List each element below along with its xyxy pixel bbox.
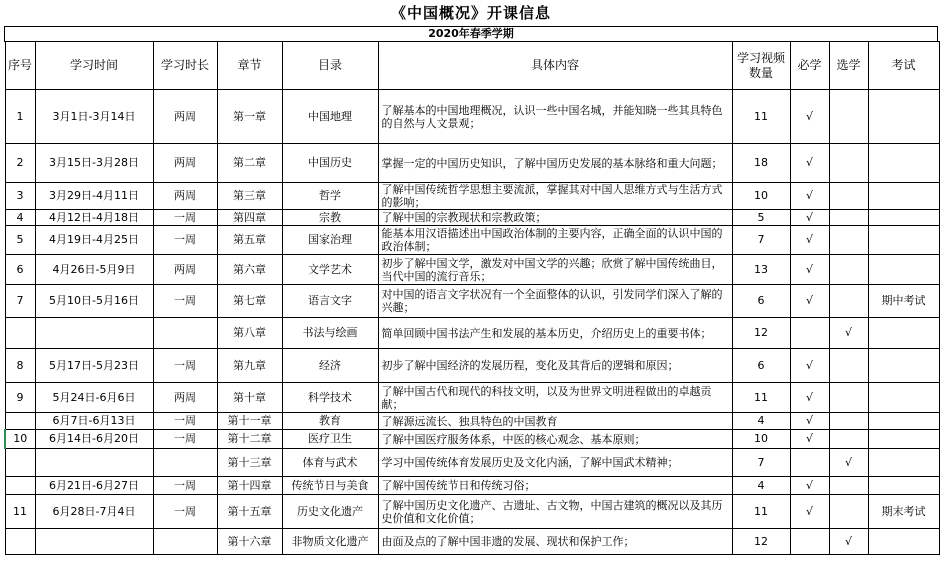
table-row <box>5 318 939 349</box>
video-count-cell[interactable]: 7 <box>732 226 790 255</box>
header-duration[interactable]: 学习时长 <box>153 42 217 90</box>
video-count-cell[interactable]: 4 <box>732 413 790 430</box>
topic-cell[interactable]: 传统节日与美食 <box>282 477 378 495</box>
chapter-cell[interactable]: 第十二章 <box>217 430 282 449</box>
content-cell[interactable]: 了解中国传统节日和传统习俗； <box>378 477 732 495</box>
header-time[interactable]: 学习时间 <box>35 42 153 90</box>
row-number-cell[interactable] <box>5 529 35 555</box>
exam-cell[interactable] <box>868 183 939 210</box>
video-count-cell[interactable]: 10 <box>732 430 790 449</box>
study-time-cell[interactable]: 5月17日-5月23日 <box>35 349 153 383</box>
exam-cell[interactable] <box>868 349 939 383</box>
duration-cell[interactable]: 一周 <box>153 349 217 383</box>
topic-cell[interactable]: 科学技术 <box>282 383 378 413</box>
row-number-cell[interactable]: 3 <box>5 183 35 210</box>
exam-cell[interactable] <box>868 430 939 449</box>
elective-cell[interactable] <box>829 430 868 449</box>
required-cell[interactable]: √ <box>790 144 829 183</box>
elective-cell[interactable] <box>829 383 868 413</box>
content-cell[interactable]: 了解中国古代和现代的科技文明，以及为世界文明进程做出的卓越贡献； <box>378 383 732 413</box>
required-cell[interactable]: √ <box>790 255 829 285</box>
elective-cell[interactable] <box>829 90 868 144</box>
study-time-cell[interactable]: 3月29日-4月11日 <box>35 183 153 210</box>
duration-cell[interactable] <box>153 318 217 349</box>
header-elective[interactable]: 选学 <box>829 42 868 90</box>
duration-cell[interactable]: 一周 <box>153 210 217 226</box>
video-count-cell[interactable]: 13 <box>732 255 790 285</box>
exam-cell[interactable] <box>868 255 939 285</box>
required-cell[interactable]: √ <box>790 349 829 383</box>
content-cell[interactable]: 由面及点的了解中国非遗的发展、现状和保护工作； <box>378 529 732 555</box>
row-number-cell[interactable]: 11 <box>5 495 35 529</box>
header-required[interactable]: 必学 <box>790 42 829 90</box>
table-row <box>5 383 939 413</box>
table-row <box>5 449 939 477</box>
content-cell[interactable]: 能基本用汉语描述出中国政治体制的主要内容，正确全面的认识中国的政治体制； <box>378 226 732 255</box>
table-row <box>5 183 939 210</box>
elective-cell[interactable]: √ <box>829 449 868 477</box>
table-row <box>5 495 939 529</box>
row-number-cell[interactable]: 4 <box>5 210 35 226</box>
video-count-cell[interactable]: 5 <box>732 210 790 226</box>
topic-cell[interactable]: 历史文化遗产 <box>282 495 378 529</box>
row-number-cell[interactable]: 6 <box>5 255 35 285</box>
content-cell[interactable]: 了解中国医疗服务体系，中医的核心观念、基本原则； <box>378 430 732 449</box>
elective-cell[interactable]: √ <box>829 318 868 349</box>
topic-cell[interactable]: 中国地理 <box>282 90 378 144</box>
table-row <box>5 210 939 226</box>
row-number-cell[interactable] <box>5 413 35 430</box>
duration-cell[interactable]: 一周 <box>153 285 217 318</box>
exam-cell[interactable]: 期末考试 <box>868 495 939 529</box>
duration-cell[interactable]: 两周 <box>153 255 217 285</box>
table-row <box>5 529 939 555</box>
exam-cell[interactable] <box>868 529 939 555</box>
content-cell[interactable]: 简单回顾中国书法产生和发展的基本历史，介绍历史上的重要书体； <box>378 318 732 349</box>
required-cell[interactable] <box>790 449 829 477</box>
exam-cell[interactable] <box>868 449 939 477</box>
table-row <box>5 226 939 255</box>
elective-cell[interactable] <box>829 144 868 183</box>
exam-cell[interactable] <box>868 226 939 255</box>
study-time-cell[interactable] <box>35 449 153 477</box>
study-time-cell[interactable]: 6月28日-7月4日 <box>35 495 153 529</box>
row-number-cell[interactable]: 8 <box>5 349 35 383</box>
row-number-cell[interactable]: 7 <box>5 285 35 318</box>
elective-cell[interactable] <box>829 226 868 255</box>
study-time-cell[interactable]: 3月15日-3月28日 <box>35 144 153 183</box>
exam-cell[interactable] <box>868 413 939 430</box>
row-number-cell[interactable]: 9 <box>5 383 35 413</box>
video-count-cell[interactable]: 11 <box>732 495 790 529</box>
exam-cell[interactable] <box>868 210 939 226</box>
topic-cell[interactable]: 书法与绘画 <box>282 318 378 349</box>
chapter-cell[interactable]: 第七章 <box>217 285 282 318</box>
table-row <box>5 349 939 383</box>
required-cell[interactable]: √ <box>790 183 829 210</box>
exam-cell[interactable] <box>868 477 939 495</box>
video-count-cell[interactable]: 12 <box>732 529 790 555</box>
chapter-cell[interactable]: 第一章 <box>217 90 282 144</box>
table-row <box>5 144 939 183</box>
chapter-cell[interactable]: 第十一章 <box>217 413 282 430</box>
topic-cell[interactable]: 文学艺术 <box>282 255 378 285</box>
elective-cell[interactable] <box>829 413 868 430</box>
topic-cell[interactable]: 哲学 <box>282 183 378 210</box>
content-cell[interactable]: 了解中国的宗教现状和宗教政策； <box>378 210 732 226</box>
study-time-cell[interactable]: 4月26日-5月9日 <box>35 255 153 285</box>
topic-cell[interactable]: 非物质文化遗产 <box>282 529 378 555</box>
required-cell[interactable]: √ <box>790 477 829 495</box>
row-number-cell[interactable]: 1 <box>5 90 35 144</box>
study-time-cell[interactable]: 5月24日-6月6日 <box>35 383 153 413</box>
chapter-cell[interactable]: 第九章 <box>217 349 282 383</box>
duration-cell[interactable]: 一周 <box>153 430 217 449</box>
chapter-cell[interactable]: 第五章 <box>217 226 282 255</box>
video-count-cell[interactable]: 6 <box>732 285 790 318</box>
video-count-cell[interactable]: 18 <box>732 144 790 183</box>
chapter-cell[interactable]: 第十五章 <box>217 495 282 529</box>
header-content[interactable]: 具体内容 <box>378 42 732 90</box>
chapter-cell[interactable]: 第六章 <box>217 255 282 285</box>
header-topic[interactable]: 目录 <box>282 42 378 90</box>
video-count-cell[interactable]: 10 <box>732 183 790 210</box>
elective-cell[interactable] <box>829 495 868 529</box>
duration-cell[interactable]: 两周 <box>153 183 217 210</box>
required-cell[interactable]: √ <box>790 210 829 226</box>
duration-cell[interactable] <box>153 529 217 555</box>
row-number-cell[interactable] <box>5 449 35 477</box>
header-chapter[interactable]: 章节 <box>217 42 282 90</box>
elective-cell[interactable] <box>829 285 868 318</box>
chapter-cell[interactable]: 第十三章 <box>217 449 282 477</box>
study-time-cell[interactable]: 6月21日-6月27日 <box>35 477 153 495</box>
required-cell[interactable] <box>790 318 829 349</box>
topic-cell[interactable]: 教育 <box>282 413 378 430</box>
content-cell[interactable]: 初步了解中国文学，激发对中国文学的兴趣；欣赏了解中国传统曲目，当代中国的流行音乐； <box>378 255 732 285</box>
header-no[interactable]: 序号 <box>5 42 35 90</box>
header-videos[interactable]: 学习视频数量 <box>732 42 790 90</box>
table-row <box>5 477 939 495</box>
duration-cell[interactable] <box>153 449 217 477</box>
topic-cell[interactable]: 中国历史 <box>282 144 378 183</box>
duration-cell[interactable]: 一周 <box>153 413 217 430</box>
content-cell[interactable]: 对中国的语言文字状况有一个全面整体的认识，引发同学们深入了解的兴趣； <box>378 285 732 318</box>
study-time-cell[interactable]: 6月14日-6月20日 <box>35 430 153 449</box>
elective-cell[interactable] <box>829 183 868 210</box>
elective-cell[interactable] <box>829 349 868 383</box>
table-row <box>5 285 939 318</box>
video-count-cell[interactable]: 11 <box>732 90 790 144</box>
row-number-cell[interactable]: 2 <box>5 144 35 183</box>
duration-cell[interactable]: 两周 <box>153 144 217 183</box>
elective-cell[interactable] <box>829 210 868 226</box>
topic-cell[interactable]: 宗教 <box>282 210 378 226</box>
chapter-cell[interactable]: 第十四章 <box>217 477 282 495</box>
required-cell[interactable]: √ <box>790 495 829 529</box>
content-cell[interactable]: 了解基本的中国地理概况，认识一些中国名城，并能知晓一些其具特色的自然与人文景观； <box>378 90 732 144</box>
video-count-cell[interactable]: 12 <box>732 318 790 349</box>
duration-cell[interactable]: 一周 <box>153 226 217 255</box>
row-number-cell[interactable]: 5 <box>5 226 35 255</box>
required-cell[interactable]: √ <box>790 90 829 144</box>
required-cell[interactable]: √ <box>790 430 829 449</box>
study-time-cell[interactable]: 6月7日-6月13日 <box>35 413 153 430</box>
content-cell[interactable]: 初步了解中国经济的发展历程，变化及其背后的逻辑和原因； <box>378 349 732 383</box>
elective-cell[interactable] <box>829 477 868 495</box>
chapter-cell[interactable]: 第四章 <box>217 210 282 226</box>
exam-cell[interactable]: 期中考试 <box>868 285 939 318</box>
exam-cell[interactable] <box>868 383 939 413</box>
study-time-cell[interactable]: 3月1日-3月14日 <box>35 90 153 144</box>
elective-cell[interactable]: √ <box>829 529 868 555</box>
required-cell[interactable]: √ <box>790 383 829 413</box>
topic-cell[interactable]: 医疗卫生 <box>282 430 378 449</box>
topic-cell[interactable]: 国家治理 <box>282 226 378 255</box>
table-row <box>5 430 939 449</box>
chapter-cell[interactable]: 第八章 <box>217 318 282 349</box>
study-time-cell[interactable]: 5月10日-5月16日 <box>35 285 153 318</box>
study-time-cell[interactable] <box>35 529 153 555</box>
chapter-cell[interactable]: 第三章 <box>217 183 282 210</box>
content-cell[interactable]: 掌握一定的中国历史知识，了解中国历史发展的基本脉络和重大问题； <box>378 144 732 183</box>
content-cell[interactable]: 了解中国传统哲学思想主要流派，掌握其对中国人思维方式与生活方式的影响； <box>378 183 732 210</box>
header-exam[interactable]: 考试 <box>868 42 939 90</box>
exam-cell[interactable] <box>868 318 939 349</box>
content-cell[interactable]: 了解源远流长、独具特色的中国教育 <box>378 413 732 430</box>
study-time-cell[interactable]: 4月19日-4月25日 <box>35 226 153 255</box>
chapter-cell[interactable]: 第十六章 <box>217 529 282 555</box>
required-cell[interactable] <box>790 529 829 555</box>
exam-cell[interactable] <box>868 144 939 183</box>
table-row <box>5 413 939 430</box>
study-time-cell[interactable] <box>35 318 153 349</box>
required-cell[interactable]: √ <box>790 285 829 318</box>
course-schedule-table <box>4 41 940 555</box>
table-row <box>5 255 939 285</box>
table-row <box>5 90 939 144</box>
header-row <box>5 42 939 90</box>
duration-cell[interactable]: 两周 <box>153 90 217 144</box>
video-count-cell[interactable]: 7 <box>732 449 790 477</box>
chapter-cell[interactable]: 第十章 <box>217 383 282 413</box>
duration-cell[interactable]: 一周 <box>153 477 217 495</box>
video-count-cell[interactable]: 6 <box>732 349 790 383</box>
topic-cell[interactable]: 经济 <box>282 349 378 383</box>
video-count-cell[interactable]: 11 <box>732 383 790 413</box>
elective-cell[interactable] <box>829 255 868 285</box>
topic-cell[interactable]: 语言文字 <box>282 285 378 318</box>
row-number-cell[interactable] <box>5 318 35 349</box>
required-cell[interactable]: √ <box>790 413 829 430</box>
study-time-cell[interactable]: 4月12日-4月18日 <box>35 210 153 226</box>
required-cell[interactable]: √ <box>790 226 829 255</box>
row-number-cell[interactable]: 10 <box>5 430 35 449</box>
row-number-cell[interactable] <box>5 477 35 495</box>
semester-label: 2020年春季学期 <box>4 26 938 42</box>
content-cell[interactable]: 学习中国传统体育发展历史及文化内涵，了解中国武术精神； <box>378 449 732 477</box>
duration-cell[interactable]: 一周 <box>153 495 217 529</box>
exam-cell[interactable] <box>868 90 939 144</box>
topic-cell[interactable]: 体育与武术 <box>282 449 378 477</box>
page-title: 《中国概况》开课信息 <box>390 4 551 22</box>
chapter-cell[interactable]: 第二章 <box>217 144 282 183</box>
content-cell[interactable]: 了解中国历史文化遗产、古遗址、古文物，中国古建筑的概况以及其历史价值和文化价值； <box>378 495 732 529</box>
duration-cell[interactable]: 两周 <box>153 383 217 413</box>
video-count-cell[interactable]: 4 <box>732 477 790 495</box>
